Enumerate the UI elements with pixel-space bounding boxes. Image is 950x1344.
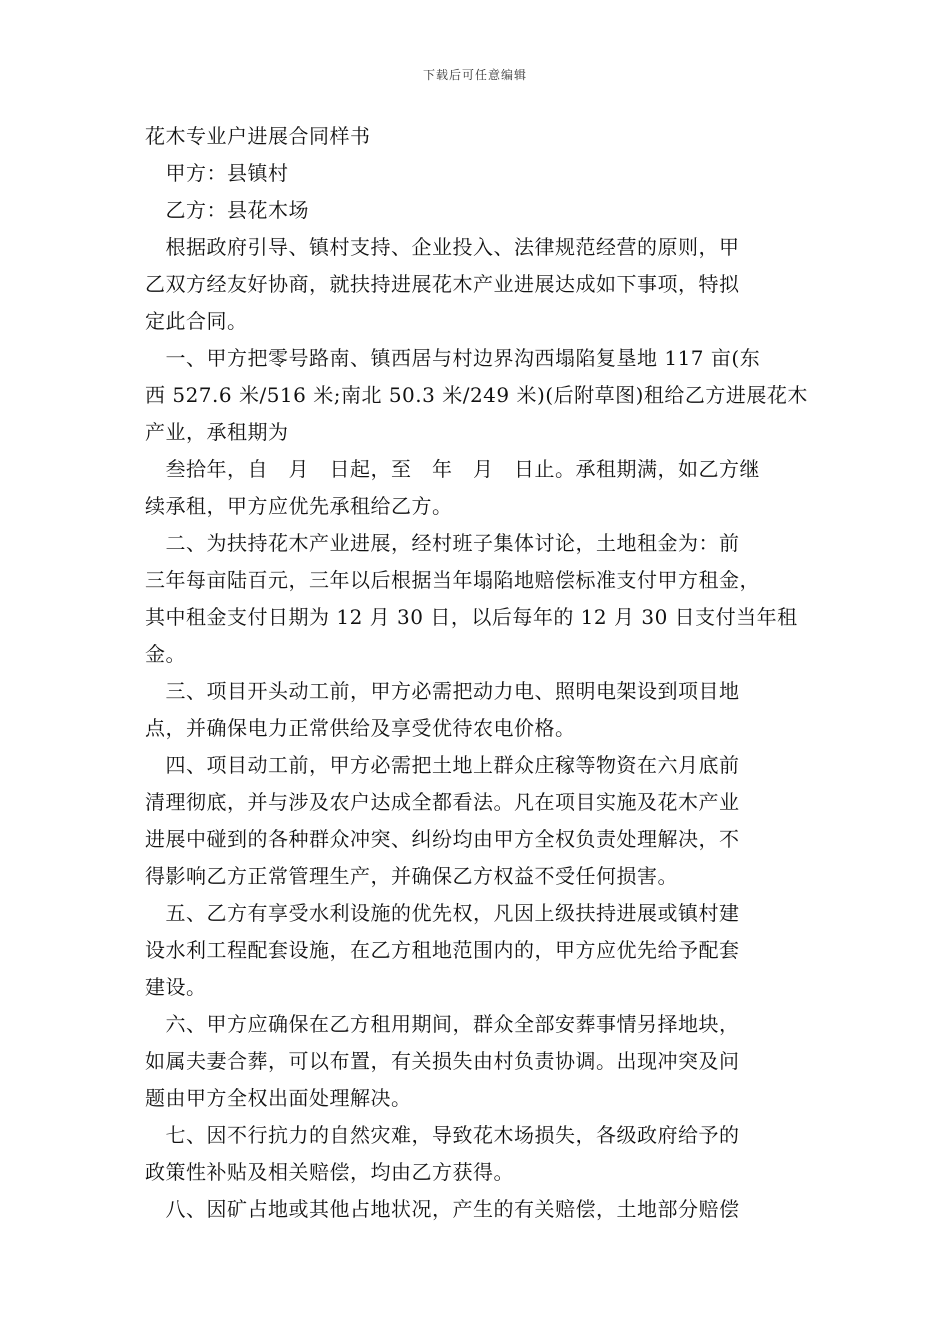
document-title: 花木专业户进展合同样书: [145, 124, 371, 148]
text-line: 五、乙方有享受水利设施的优先权，凡因上级扶持进展或镇村建: [145, 901, 740, 925]
header-note: 下载后可任意编辑: [422, 68, 527, 82]
text-line: 叁拾年，自 月 日起，至 年 月 日止。承租期满，如乙方继: [145, 457, 760, 481]
text-line: 金。: [145, 642, 186, 666]
text-line: 七、因不行抗力的自然灾难，导致花木场损失，各级政府给予的: [145, 1123, 740, 1147]
text-line: 得影响乙方正常管理生产，并确保乙方权益不受任何损害。: [145, 864, 678, 888]
party-a-line: 甲方：县镇村: [145, 161, 289, 185]
text-line: 如属夫妻合葬，可以布置，有关损失由村负责协调。出现冲突及问: [145, 1049, 740, 1073]
text-line: 题由甲方全权出面处理解决。: [145, 1086, 412, 1110]
text-line: 其中租金支付日期为 12 月 30 日，以后每年的 12 月 30 日支付当年租: [145, 605, 798, 629]
document-body: [145, 118, 810, 1228]
text-line: 点，并确保电力正常供给及享受优待农电价格。: [145, 716, 576, 740]
text-line: 三年每亩陆百元，三年以后根据当年塌陷地赔偿标准支付甲方租金，: [145, 568, 760, 592]
text-line: 清理彻底，并与涉及农户达成全都看法。凡在项目实施及花木产业: [145, 790, 740, 814]
text-line: 续承租，甲方应优先承租给乙方。: [145, 494, 453, 518]
text-line: 乙双方经友好协商，就扶持进展花木产业进展达成如下事项，特拟: [145, 272, 740, 296]
text-line: 产业，承租期为: [145, 420, 289, 444]
text-line: 二、为扶持花木产业进展，经村班子集体讨论，土地租金为：前: [145, 531, 740, 555]
text-line: 八、因矿占地或其他占地状况，产生的有关赔偿，土地部分赔偿: [145, 1197, 740, 1221]
text-line: 三、项目开头动工前，甲方必需把动力电、照明电架设到项目地: [145, 679, 740, 703]
text-line: 根据政府引导、镇村支持、企业投入、法律规范经营的原则，甲: [145, 235, 740, 259]
text-line: 设水利工程配套设施，在乙方租地范围内的，甲方应优先给予配套: [145, 938, 740, 962]
text-line: 定此合同。: [145, 309, 248, 333]
party-b-line: 乙方：县花木场: [145, 198, 309, 222]
text-line: 建设。: [145, 975, 207, 999]
text-line: 政策性补贴及相关赔偿，均由乙方获得。: [145, 1160, 514, 1184]
text-line: 西 527.6 米/516 米;南北 50.3 米/249 米)(后附草图)租给乙方进展花木: [145, 383, 808, 407]
text-line: 进展中碰到的各种群众冲突、纠纷均由甲方全权负责处理解决，不: [145, 827, 740, 851]
text-line: 四、项目动工前，甲方必需把土地上群众庄稼等物资在六月底前: [145, 753, 740, 777]
text-line: 一、甲方把零号路南、镇西居与村边界沟西塌陷复垦地 117 亩(东: [145, 346, 761, 370]
text-line: 六、甲方应确保在乙方租用期间，群众全部安葬事情另择地块，: [145, 1012, 740, 1036]
